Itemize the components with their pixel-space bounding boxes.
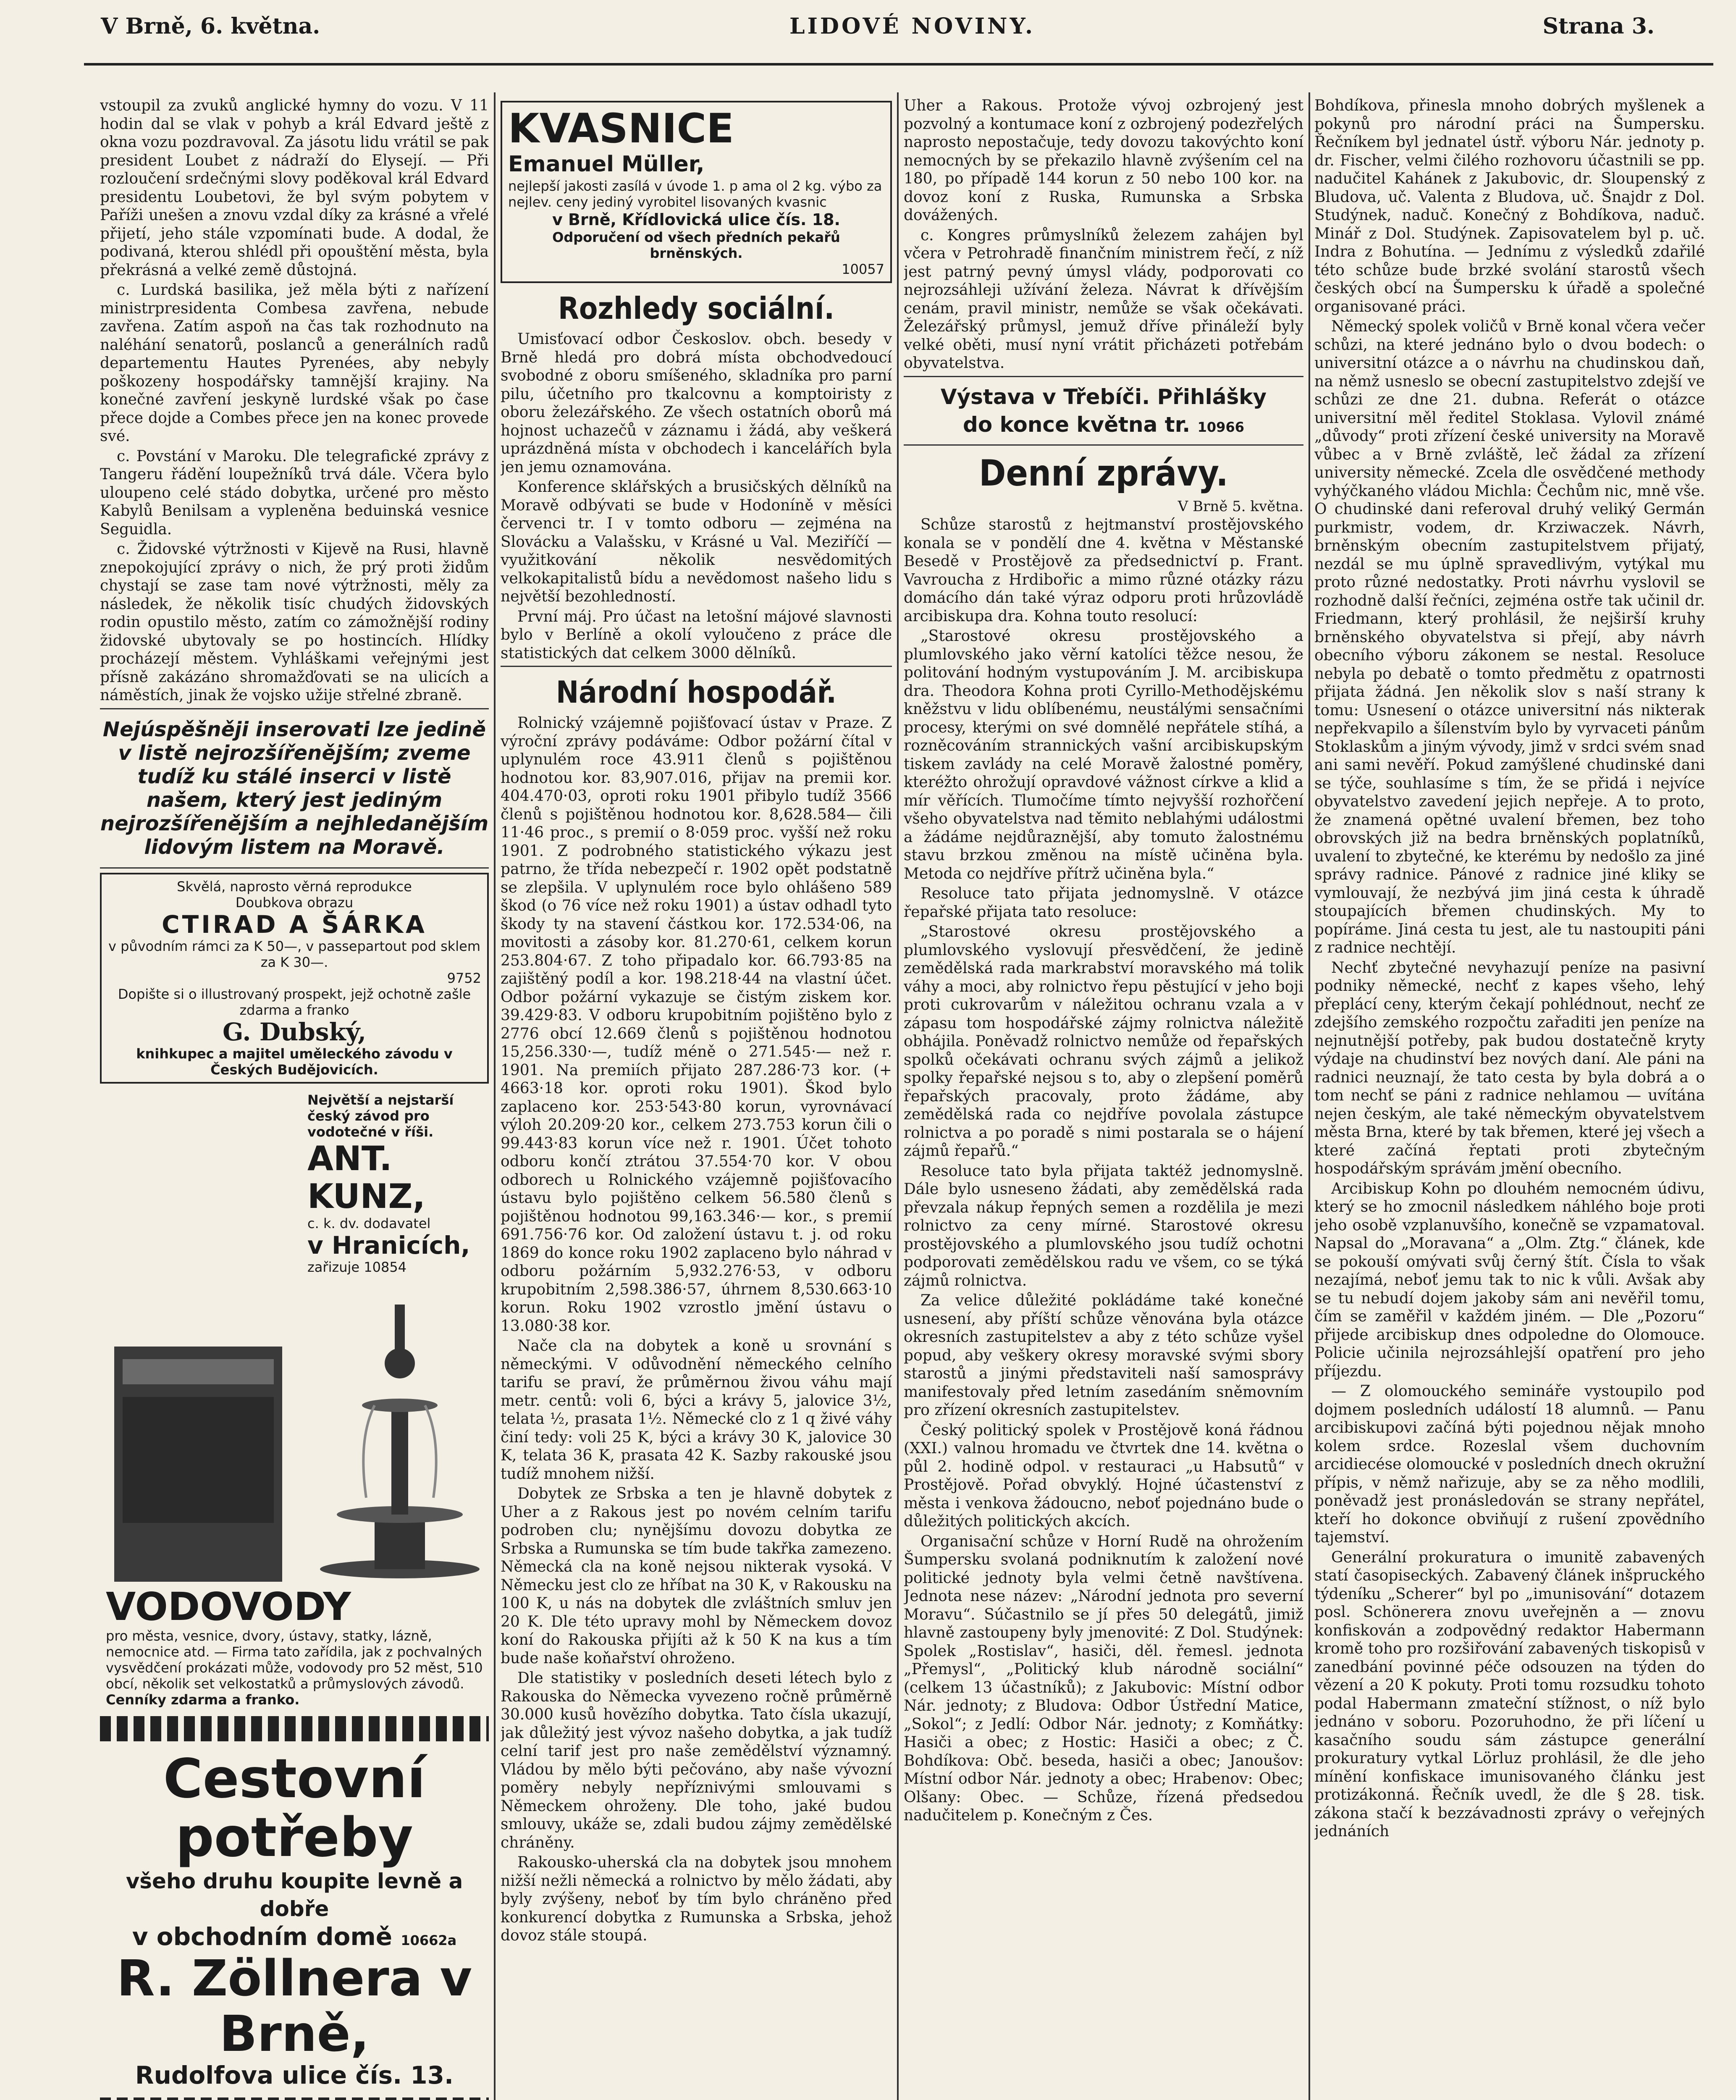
ad-zollner-name: R. Zöllnera v Brně, [116, 1949, 472, 2063]
ad-kunz-pricelist: Cenníky zdarma a franko. [106, 1691, 300, 1708]
ad-kunz-title: VODOVODY [106, 1584, 351, 1629]
ad-ctirad-sarka [100, 873, 489, 1084]
header-date: V Brně, 6. května. [101, 13, 320, 39]
section-daily-news: Denní zprávy. [979, 452, 1228, 494]
column-rule-3 [1309, 92, 1310, 2100]
section-social: Rozhledy sociální. [558, 291, 834, 326]
ad-zollner-line2 [106, 1923, 483, 1950]
article-kiev: c. Židovské výtržnosti v Kijevě na Rusi, hlavně znepokojující zprávy o nich, že prý proti židům chystají se zase tam nové výtržnosti, měly za následek, že několik tisíc chudých židovských rodin opustilo město, zatím co zámožnější rodiny židovské ubytovaly se po hostincích. Hlídky procházejí městem. Vyhláškami veřejnými jest přísně zakázáno shromažďovati se na ulicích a náměstích, jinak že vojsko užije střelné zbraně. [100, 541, 489, 704]
divider [501, 666, 892, 667]
resolution-2: „Starostové okresu prostějovského a plumlovského vyslovují přesvědčení, že jedině zemědělská rada markrabství moravského má tolik váhy a moci, aby rolnictvo řepu pěstující v jeho boji proti cukrovarům v náležitou ochranu vzala a v zápasu tom hospodářské zájmy rolnictva náležitě obhájila. Poněvadž rolnictvo nemůže od řepařských spolků očekávati ochranu svých zájmů a jelikož spolky řepařské nejsou s to, aby o zlepšení poměrů řepařských pracovaly, proto žádáme, aby zemědělská rada co nejdříve povolala zástupce rolnictva a po poradě s nimi postarala se o hájení zájmů řepařů.“ [904, 923, 1303, 1160]
fountain-illustration [106, 1279, 483, 1582]
ad-kvasnice-title: KVASNICE [508, 105, 734, 152]
article-political-club: Český politický spolek v Prostějově koná řádnou (XXI.) valnou hromadu ve čtvrtek dne 14. května o půl 2. hodině odpol. v restauraci „u Habsutů“ v Prostějově. Pořad obvyklý. Hojné účastenství z města i venkova žádoucno, neboť pojednáno bude o důležitých politických akcích. [904, 1421, 1303, 1530]
resolution-note-2: Resoluce tato byla přijata taktéž jednomyslně. Dále bylo usneseno žádati, aby zemědělská rada převzala nákup řepných semen a rozdělila je mezi rolnictvo za ceny mírné. Starostové okresu prostějovského a plumlovského jsou tudíž ochotni podporovati zemědělskou radu ve všem, co se týká zájmů rolnictva. [904, 1162, 1303, 1289]
ad-trebic-line1: Výstava v Třebíči. Přihlášky [940, 384, 1267, 409]
column-4 [1314, 97, 1705, 2100]
ad-kvasnice [501, 101, 892, 283]
column-2 [501, 97, 892, 2100]
ad-kunz-name: ANT. KUNZ, [307, 1139, 425, 1216]
article-edward-departure: vstoupil za zvuků anglické hymny do vozu. V 11 hodin dal se vlak v pohyb a král Edvard ještě z okna vozu pozdravoval. Za jásotu lidu vrátil se pak president Loubet z nádraží do Elysejí. — Při rozloučení srdečnými slovy poděkoval král Edvard presidentu Loubetovi, že byl svým pobytem v Paříži unešen a znovu vzdal díky za krásné a vřelé přijetí, jeho stále vzpomínati bude. A dodal, že podivaná, kterou shlédl při opouštění města, byla překrásná a velké země důstojná. [100, 97, 489, 279]
ad-ctirad-number: 9752 [447, 970, 481, 986]
ad-trebic [904, 381, 1303, 440]
article-archbishop-kohn: Arcibiskup Kohn po dlouhém nemocném údivu, který se ho zmocnil následkem náhlého boje proti jeho osobě vzplanuvšího, konečně se vzpamatoval. Napsal do „Moravana“ a „Olm. Ztg.“ článek, kde se pokouší omývati svůj černý štít. Čísla to však nezajímá, neboť jemu tak to nic k vůli. Avšak aby se tu nebudí dojem jakoby sám ani nevěřil tomu, čím se zaměřil v každém jiném. — Dle „Pozoru“ přijede arcibiskup dnes odpoledne do Olomouce. Policie učinila nejrozsáhlejší opatření pro jeho příjezdu. [1314, 1180, 1705, 1380]
article-insurance: Rolnický vzájemně pojišťovací ústav v Praze. Z výroční zprávy podáváme: Odbor požární čítal v uplynulém roce 43.911 členů s pojištěnou hodnotou kor. 83,907.016, přijav na premii kor. 404.470·03, oproti roku 1901 přibylo tudíž 3566 členů s pojištěnou hodnotou kor. 8,628.584— čili 11·46 proc., s premií o 8·059 proc. vyšší než roku 1901. Z podrobného statistického výkazu jest patrno, že třída nebezpečí r. 1902 opět podstatně se zlepšila. V uplynulém roce bylo ohlášeno 589 škod (o 76 více než roku 1901) a ústav odhadl tyto škody ty na stavení částkou kor. 172.534·06, na movitosti a zásoby kor. 81.270·61, celkem korun 253.804·67. Z toho připadalo kor. 66.793·85 na zajištěný podíl a kor. 198.218·44 na vlastní účet. Odbor požární vykazuje se čistým ziskem kor. 39.429·83. V odboru krupobitním pojištěno bylo z 2776 obcí 12.669 členů s pojištěnou hodnotou 15,256.330·—, tudíž méně o 271.545·— než r. 1901. Na premiích přijato 287.286·73 kor. (+ 4663·18 kor. oproti roku 1901). Škod bylo zaplaceno kor. 253·543·80 korun, vyrovnávací výloh 20.209·20 kor., celkem 273.753 korun čili o 99.443·83 korun více než r. 1901. Účet tohoto odboru končí ztrátou 37.554·70 kor. V obou odborech u Rolnického vzájemně pojišťovacího ústavu bylo pojištěno celkem 56.580 členů s pojištěnou hodnotou 99,163.346·— kor., s premií 691.756·76 kor. Od založení ústavu t. j. od roku 1869 do konce roku 1902 zaplaceno bylo náhrad v odboru požárním 5,932.276·53, v odboru krupobitním 2,598.386·57, úhrnem 8,530.663·10 korun. Roku 1902 vzrostlo jmění ústavu o 13.080·38 kor. [501, 714, 892, 1335]
ad-kunz-city: v Hranicích, [307, 1231, 470, 1260]
ad-kvasnice-address: v Brně, Křídlovická ulice čís. 18. [552, 210, 840, 229]
ad-kvasnice-number: 10057 [842, 261, 884, 277]
resolution-note: Resoluce tato přijata jednomyslně. V otázce řepařské přijata tato resoluce: [904, 885, 1303, 921]
header-title: LIDOVÉ NOVINY. [789, 13, 1036, 39]
column-1 [100, 97, 489, 2100]
article-morocco: c. Povstání v Maroku. Dle telegrafické zprávy z Tangeru řádění loupežníků trvá dále. Včera bylo uloupeno celé stádo dobytka, určené pro město Kabylů Benilsam a vypleněna beduinská vesnice Seguidla. [100, 447, 489, 538]
ad-ctirad-offer: Dopište si o illustrovaný prospekt, jejž ochotně zašle zdarma a franko [118, 986, 471, 1018]
ad-zollner-line2-text: v obchodním domě [132, 1922, 393, 1951]
article-tariffs: Nače cla na dobytek a koně u srovnání s německými. V odůvodnění německého celního tarifu se praví, že průměrnou živou váhu mají metr. centů: voli 6, býci a krávy 5, jalovice 3½, telata ½, prasata 1½. Německé clo z 1 q živé váhy činí tedy: voli 25 K, býci a krávy 30 K, jalovice 30 K, telata 36 K, prasata 42 K. Sazby rakouské jsou tudíž mnohem nižší. [501, 1337, 892, 1483]
article-first-may: První máj. Pro účast na letošní májové slavnosti bylo v Berlíně a okolí vyloučeno z práce dle statistických dat celkem 3000 dělníků. [501, 608, 892, 662]
ad-zollner-address: Rudolfova ulice čís. 13. [135, 2061, 454, 2090]
article-seminary: — Z olomouckého semináře vystoupilo pod dojmem posledních událostí 18 alumnů. — Panu arcibiskupovi začíná býti pojednou nějak mnoho kolem srdce. Rozeslal všem duchovním arcidiecése olomoucké v posledních dnech okružní přípis, v němž nařizuje, aby se za něho modlili, poněvadž jest pronásledován se strany nepřátel, kteří ho dokonce obviňují z rušení zpovědního tajemství. [1314, 1383, 1705, 1546]
article-mayors-meeting: Schůze starostů z hejtmanství prostějovského konala se v pondělí dne 4. května v Městanské Besedě v Prostějově za předsednictví p. Frant. Vavroucha z Hrdibořic a mimo různé otázky rázu domácího dán také výraz odporu proti hrůzovládě arcibiskupa dra. Kohna touto resolucí: [904, 516, 1303, 625]
ad-kunz-line2: c. k. dv. dodavatel [307, 1215, 431, 1231]
column-rule-1 [494, 92, 496, 2100]
article-bohdikov-cont: Bohdíkova, přinesla mnoho dobrých myšlenek a pokynů pro národní práci na Šumpersku. Řečníkem byl jednatel ústř. výboru Nár. jednoty p. dr. Fischer, velmi čilého rozhovoru účastnili se pp. nadučitel Kahánek z Jakubovic, dr. Sloupenský z Bludova, uč. Valenta z Bludova, uč. Šnajdr z Dol. Studýnek, naduč. Konečný z Bohdíkova, naduč. Minář z Dol. Studýnek. Zapisovatelem byl p. uč. Indra z Bohutína. — Jednímu z výsledků zdařilé této schůze bude brzké svolání starostů všech českých obcí na Šumpersku k úřadě a společné organisované práci. [1314, 97, 1705, 315]
divider [100, 867, 489, 869]
ad-kunz-line3 [307, 1259, 483, 1275]
ad-kunz-number: 10854 [364, 1259, 407, 1275]
ad-kunz-description: pro města, vesnice, dvory, ústavy, statky, lázně, nemocnice atd. — Firma tato zařídila, jak z pochvalných vysvědčení prokázati může, vodovody pro 52 měst, 510 obcí, několik set velkostatků a průmyslových závodů. [106, 1628, 483, 1692]
page-header [101, 13, 1655, 53]
divider [904, 444, 1303, 446]
ad-kunz [100, 1088, 489, 1712]
ad-kunz-line1: Největší a nejstarší český závod pro vodotečné v říši. [307, 1092, 454, 1140]
column-3 [904, 97, 1303, 2100]
article-tariffs-3: Dle statistiky v posledních deseti létech bylo z Rakouska do Německa vyvezeno ročně průměrně 30.000 kusů hovězího dobytka. Tato čísla ukazují, jak důležitý jest vývoz našeho dobytka, a jak tudíž celní tarif jest pro naše zemědělství významný. Vládou by mělo býti pečováno, aby naše vývozní poměry nebyly nepříznivými smlouvami s Německem ohroženy. Dle toho, jaké budou smlouvy, ukáže se, zdali budou zájmy zemědělské chráněny. [501, 1670, 892, 1851]
section-economy: Národní hospodář. [556, 675, 837, 710]
article-german-voters-2: Nechť zbytečné nevyhazují peníze na pasivní podniky německé, nechť z kapes všeho, lehý přeplácí ceny, kterým čekají pohlédnout, nechť ze zdejšího zemského rozpočtu zařaditi jen peníze na nejnutnější potřeby, pak budou dostatečně kryty výdaje na chudinství bez nových daní. Ale páni na radnici neuznají, že tato cesta by byla dobrá a o tom nechť se páni z radnice nehlamou — uvítána nejen českým, ale také německým obyvatelstvem města Brna, které by tak břemen, které jej všech a které začíná řeptati proti zbytečným hospodářským správám jmění obecního. [1314, 959, 1705, 1177]
article-tariffs-2: Dobytek ze Srbska a ten je hlavně dobytek z Uher a z Rakous jest po novém celním tarifu podroben clu; nynějšímu dovozu dobytka ze Srbska a Rumunska se tím bude takřka zamezeno. Německá cla na koně nejsou nikterak vysoká. V Německu jest clo ze hříbat na 30 K, v Rakousku na 100 K, u nás na dobytek dle zvláštních smluv jen 20 K. Dle této upravy mohl by Německem dovoz koní do Rakouska přijíti až k 50 K na kus a tím bude naše koňařství ohroženo. [501, 1485, 892, 1667]
article-horni-ruda: Organisační schůze v Horní Rudě na ohrožením Šumpersku svolaná podniknutím k založení nové politické jednoty byla velmi četně navštívena. Jednota nese název: „Národní jednota pro severní Moravu“. Súčastnilo se jí přes 50 delegátů, jimiž hlavně zastoupeny byly jmenovité: Z Dol. Studýnek: Spolek „Rostislav“, hasiči, děl. řemesl. jednota „Přemysl“, „Politický klub národně sociální“ (celkem 13 účastníků); z Jakubovic: Místní odbor Nár. jednoty; z Bludova: Odbor Ústřední Matice, „Sokol“; z Jedlí: Odbor Nár. jednoty; z Komňátky: Hasiči a obec; z Hostic: Hasiči a obec; z Č. Bohdíkova: Obč. beseda, hasiči a obec; Janoušov: Místní odbor Nár. jednoty a obec; Hrabenov: Obec; Olšany: Obec. — Schůze, řízená předsedou nadučitelem p. Konečným z Čes. [904, 1533, 1303, 1824]
ad-trebic-number: 10966 [1197, 419, 1244, 435]
ad-ctirad-line1: Skvělá, naprosto věrná reprodukce [177, 878, 412, 895]
ad-zollner-title: Cestovní potřeby [163, 1747, 426, 1869]
dateline: V Brně 5. května. [1177, 498, 1303, 515]
ad-kunz-line3-text: zařizuje [307, 1259, 360, 1275]
ornament-border [100, 1716, 489, 1741]
article-glassworkers: Konference sklářských a brusičských dělníků na Moravě odbývati se bude v Hodoníně v měsíci červenci tr. I v tomto odboru — zejména na Slovácku a Valašsku, v Krásné u Val. Meziříčí — využitkování několik nesvědomitých velkokapitalistů bídu a nevědomost našeho lidu s největší bezohledností. [501, 478, 892, 605]
resolution-1: „Starostové okresu prostějovského a plumlovského jako věrní katolíci těžce nesou, že politování hodným vystupováním J. M. arcibiskupa dra. Theodora Kohna proti Cyrillo-Methodějskému kněžstvu v lidu oblíbenému, neustálými sensačními procesy, kterými on své domnělé nepřátele stíhá, a rozněcováním strannických vašní arcibiskupským tiskem zavlády na celé Moravě žalostné poměry, kteréžto ohrožují opravdové vážnost církve a klid a mír věřících. Tlumočíme tímto nejvyšší rozhořčení všeho obyvatelstva nad těmito neblahými událostmi a žádáme nejdůraznější, aby tomuto žalostnému stavu brzkou změnou na místě učiněna byla. Metoda co nejdříve přítrž učiněna byla.“ [904, 627, 1303, 882]
advertising-notice: Nejúspěšněji inserovati lze jedině v listě nejrozšířenějším; zveme tudíž ku stálé inserci v listě našem, který jest jediným nejrozšířenějším a nejhledanějším lidovým listem na Moravě. [100, 717, 489, 859]
ad-zollner-line1: všeho druhu koupite levně a dobře [126, 1869, 463, 1921]
ad-ctirad-address: knihkupec a majitel uměleckého závodu v Českých Budějovicích. [136, 1045, 453, 1078]
divider [904, 376, 1303, 377]
divider [100, 708, 489, 709]
article-iron-congress: c. Kongres průmyslníků železem zahájen byl včera v Petrohradě finančním ministrem řečí, z níž jest patrný pevný úmysl vlády, podporovati co nejrozsáhleji užívání železa. Návrat k dřívějším cenám, pravil ministr, nemůže se však očekávati. Železářský průmysl, jemuž dříve přináleží byly velké oběti, musí nyní vrátit přicházeti potřebám obyvatelstva. [904, 226, 1303, 372]
article-placement: Umisťovací odbor Českoslov. obch. besedy v Brně hledá pro dobrá místa obchodvedoucí svobodné z oboru smíšeného, skladníka pro parní pilu, účetního pro tkalcovnu a komptoiristy z oboru železářského. Ze všech ostatních oborů má hojnost uchazečů v záznamu i žádá, aby veškerá uprázdněná místa v obchodech i kancelářích byla jen jemu oznamována. [501, 331, 892, 476]
article-tariffs-4: Rakousko-uherská cla na dobytek jsou mnohem nižší nežli německá a rolnictvo by mělo žádati, aby byly zvýšeny, neboť by tím bylo chráněno před konkurencí dobytka z Rumunska a Srbska, jehož dovoz stále stoupá. [501, 1854, 892, 1944]
fountain-icon [106, 1279, 489, 1582]
ornament-border [100, 2097, 489, 2100]
article-horses: Uher a Rakous. Protože vývoj ozbrojený jest pozvolný a kontumace koní z ozbrojený podezřelých naprosto nepostačuje, tedy dovozu takovýchto koní nemocných by se překazilo hlavně zvýšením cel na 180, po případě 144 korun z 50 nebo 100 kor. na dovoz koní z Ruska, Rumunska a Srbska dovážených. [904, 97, 1303, 224]
article-german-voters: Německý spolek voličů v Brně konal včera večer schůzi, na které jednáno bylo o dvou bodech: o universitní otázce a o návrhu na chudinskou daň, na němž usneslo se obecní zastupitelstvo zdejší ve schůzi ze dne 21. dubna. Referát o otázce universitní měl ředitel Stoklasa. Vylovil známé „důvody“ proti zřízení české university na Moravě vůbec a v Brně zvláště, leč žádal za zřízení university německé. Zcela dle osvědčené methody vyhýčkaného vládou Michla: Čechům nic, mně vše. O chudinské dani referoval druhý veliký Germán purkmistr, vodem, dr. Krziwaczek. Návrh, brněnským obecním zastupitelstvem přijatý, nezdál se mu úplně spravedlivým, vytýkal mu proto různé nedostatky. Proti návrhu vyslovil se rozhodně další řečníci, zejména ostře tak učinil dr. Friedmann, který prohlásil, že nejširší kruhy brněnského obyvatelstva si přejí, aby návrh obecního výboru zákonem se nestal. Resoluce nebyla po debatě o tomto předmětu z opatrnosti přijata žádná. Jen několik slov s naší strany k tomu: Usnesení o otázce universitní nás nikterak nepřekvapilo a šílenstvím bylo by vyrvaceti pánům Stoklaskům a jiným vývody, jimž v srdci svém snad ani sami nevěří. Pokud zamýšlené chudinské dani se týče, souhlasíme s tím, že se přidá i nejvíce obyvatelstvo zavedení jejich nepřeje. A to proto, že znamená opětné uvalení břemen, bez toho obrovských již na bedra brněnských poplatníků, uvalení to zbytečné, ke kterému by nedošlo za jiné správy radnice. Pánové z radnice jiné kliky se vymlouvají, že nezbývá jim jiná cesta k úhradě stoupajících břemen chudinských. My to popíráme. Jiná cesta tu jest, ale tu nastoupiti páni z radnice nechtějí. [1314, 318, 1705, 956]
ad-kvasnice-name: Emanuel Müller, [508, 152, 705, 177]
ad-kvasnice-line1: nejlepší jakosti zasílá v úvode 1. p ama ol 2 kg. výbo za nejlev. ceny jediný vyrobitel lisovaných kvasnic [508, 178, 882, 210]
ad-trebic-line2-text: do konce května tr. [963, 412, 1191, 437]
article-prosecutor: Generální prokuratura o imunitě zabavených statí časopiseckých. Zabavený článek inšpruckého týdeníku „Scherer“ byl po „imunisování“ dotazem posl. Schönerera znovu uveřejněn a — znovu konfiskován a zodpovědný redaktor Habermann kromě toho pro rozšiřování zabavených tiskopisů v zanedbání povinné péče odsouzen na týden do vězení a 20 K pokuty. Proti tomu rozsudku tohoto podal Habermann zmateční stížnost, o níž bylo jednáno v soboru. Pozoruhodno, že při líčení u kasačního soudu sám zástupce generální prokuratury vytkal Lörluz prohlásil, že dle jeho mínění konfiskace imunisovaného článku jest protizákonná. Řečník uvedl, že dle § 28. tisk. zákona stačí k bezzávadnosti zprávy o veřejných jednáních [1314, 1549, 1705, 1840]
ad-ctirad-price: v původním rámci za K 50—, v passepartout pod sklem za K 30—. [108, 938, 481, 970]
header-rule [84, 63, 1713, 66]
column-rule-2 [897, 92, 899, 2100]
article-lourdes: c. Lurdská basilika, jež měla býti z nařízení ministrpresidenta Combesa zavřena, nebude zavřena. Zatím aspoň na čas tak rozhodnuto na naléhání senatorů, poslanců a generálních radů departementu Hautes Pyrenées, aby nebyly poškozeny hospodářsky tamnější krajiny. Na konečné zavření jeskyně lurdské však po čase přece dojde a Combes přece jen na konec provede své. [100, 281, 489, 445]
ad-ctirad-brand: G. Dubský, [222, 1017, 367, 1046]
ad-ctirad-line2: Doubkova obrazu [235, 894, 354, 911]
header-page: Strana 3. [1542, 13, 1655, 39]
ad-zollner-number: 10662a [401, 1932, 457, 1948]
ad-zollner [100, 1746, 489, 2093]
article-district-councils: Za velice důležité pokládáme také konečné usnesení, aby příští schůze věnována byla otázce okresních zastupitelstev a aby z této schůze vyšel popud, aby veškery okresy moravské svými sbory starostů a jinými představiteli naší samosprávy manifestovaly před letním zasedáním sněmovním pro zřízení okresních zastupitelstev. [904, 1292, 1303, 1419]
ad-ctirad-title: CTIRAD A ŠÁRKA [162, 910, 427, 939]
ad-kvasnice-line3: Odporučení od všech předních pekařů brněnských. [552, 229, 840, 261]
ad-trebic-line2 [904, 411, 1303, 438]
